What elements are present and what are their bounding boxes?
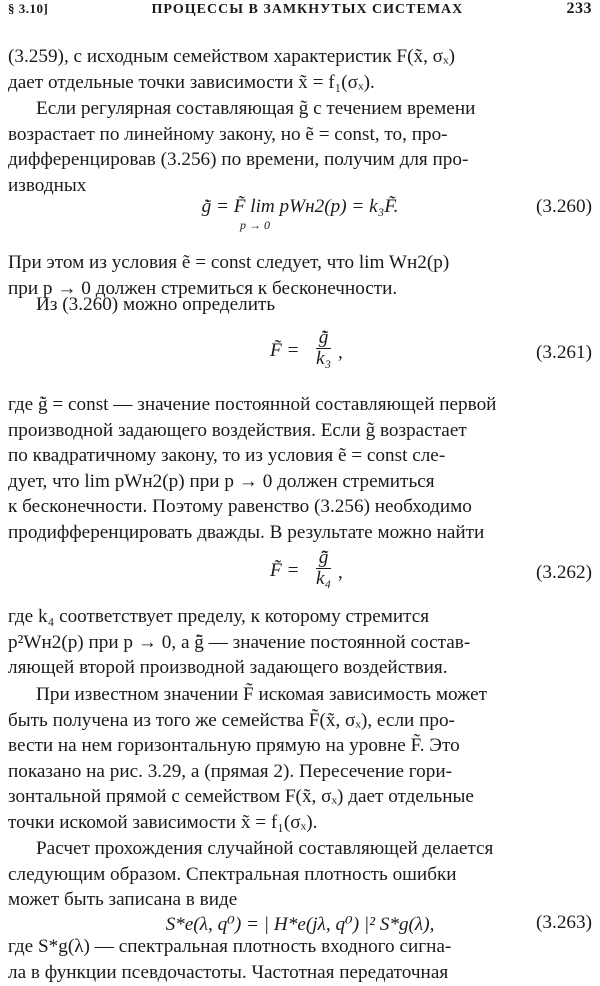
paragraph [8, 682, 592, 836]
equation [8, 546, 592, 602]
paragraph [8, 836, 592, 913]
paragraph [8, 604, 592, 681]
text-line: зонтальной прямой с семейством F(x̃, σₓ) дает отдельные [8, 786, 474, 808]
denominator: k₃ [316, 348, 332, 369]
text-line: по квадратичному закону, то из условия ẽ = const сле- [8, 445, 446, 467]
text-line: ла в функции псевдочастоты. Частотная передаточная [8, 961, 449, 983]
fraction [316, 548, 331, 589]
equation-number: (3.260) [536, 196, 592, 217]
numerator: g̃̇ [316, 328, 331, 349]
paragraph [8, 96, 592, 198]
text-line: производной задающего воздействия. Если g̃ возрастает [8, 419, 467, 441]
text-line: дает отдельные точки зависимости x̃ = f₁(σₓ). [8, 71, 375, 93]
equation-tail: , [338, 562, 343, 583]
text-line: При известном значении F̃ искомая зависимость может [36, 684, 488, 705]
equation-formula: S*e(λ, q⁰) = | H*e(jλ, q⁰) |² S*g(λ), [165, 914, 435, 935]
text-line: показано на рис. 3.29, а (прямая 2). Пересечение гори- [8, 760, 453, 782]
text-line: Из (3.260) можно определить [36, 294, 276, 315]
text-line: где g̃̇ = const — значение постоянной составляющей первой [8, 394, 497, 415]
text-line: где S*g(λ) — спектральная плотность входного сигна- [8, 936, 452, 957]
text-line: быть получена из того же семейства F̃(x̃, σₓ), если про- [8, 709, 455, 731]
text-line: дифференцировав (3.256) по времени, получим для про- [8, 149, 469, 171]
text-line: Если регулярная составляющая g̃ с течением времени [36, 98, 476, 119]
text-line: Расчет прохождения случайной составляющей делается [36, 838, 494, 859]
equation-formula: g̃̇ = F̃ lim pWн2(p) = k₃F̃. [201, 196, 399, 217]
text-line: (3.259), с исходным семейством характеристик F(x̃, σₓ) [8, 46, 455, 67]
section-marker: § 3.10] [8, 1, 49, 16]
text-line: вести на нем горизонтальную прямую на уровне F̃. Это [8, 735, 460, 757]
text-line: изводных [8, 174, 87, 196]
text-line: где k₄ соответствует пределу, к которому стремится [8, 606, 430, 627]
denominator: k₄ [316, 568, 332, 589]
equation-lhs: F̃ = [270, 340, 300, 361]
equation-tail: , [338, 342, 343, 363]
running-header [8, 0, 592, 24]
text-line: При этом из условия ẽ = const следует, что lim Wн2(p) [8, 252, 450, 273]
text-line: может быть записана в виде [8, 889, 238, 911]
equation [8, 326, 592, 382]
equation [8, 196, 592, 236]
equation-number: (3.262) [536, 562, 592, 583]
paragraph [8, 44, 592, 95]
limit-subscript: p → 0 [240, 218, 270, 232]
text-line: ляющей второй производной задающего воздействия. [8, 657, 448, 679]
text-line: при p → 0 должен стремиться к бесконечности. [8, 277, 398, 299]
paragraph [8, 934, 592, 985]
text-line: p²Wн2(p) при p → 0, а g̃̈ — значение постоянной состав- [8, 631, 471, 653]
equation-number: (3.263) [536, 912, 592, 933]
text-line: продифференцировать дважды. В результате можно найти [8, 521, 485, 543]
text-line: возрастает по линейному закону, но ẽ = const, то, про- [8, 123, 448, 145]
equation-lhs: F̃ = [270, 560, 300, 581]
text-line: дует, что lim pWн2(p) при p → 0 должен стремиться [8, 470, 435, 492]
paragraph [8, 392, 592, 546]
text-line: к бесконечности. Поэтому равенство (3.256) необходимо [8, 496, 472, 518]
chapter-title: ПРОЦЕССЫ В ЗАМКНУТЫХ СИСТЕМАХ [151, 2, 464, 17]
equation-number: (3.261) [536, 342, 592, 363]
fraction [316, 328, 331, 369]
text-line: следующим образом. Спектральная плотность ошибки [8, 863, 457, 885]
page-number: 233 [566, 0, 592, 17]
numerator: g̃̈ [316, 548, 331, 569]
paragraph [8, 292, 592, 318]
text-line: точки искомой зависимости x̃ = f₁(σₓ). [8, 811, 318, 833]
